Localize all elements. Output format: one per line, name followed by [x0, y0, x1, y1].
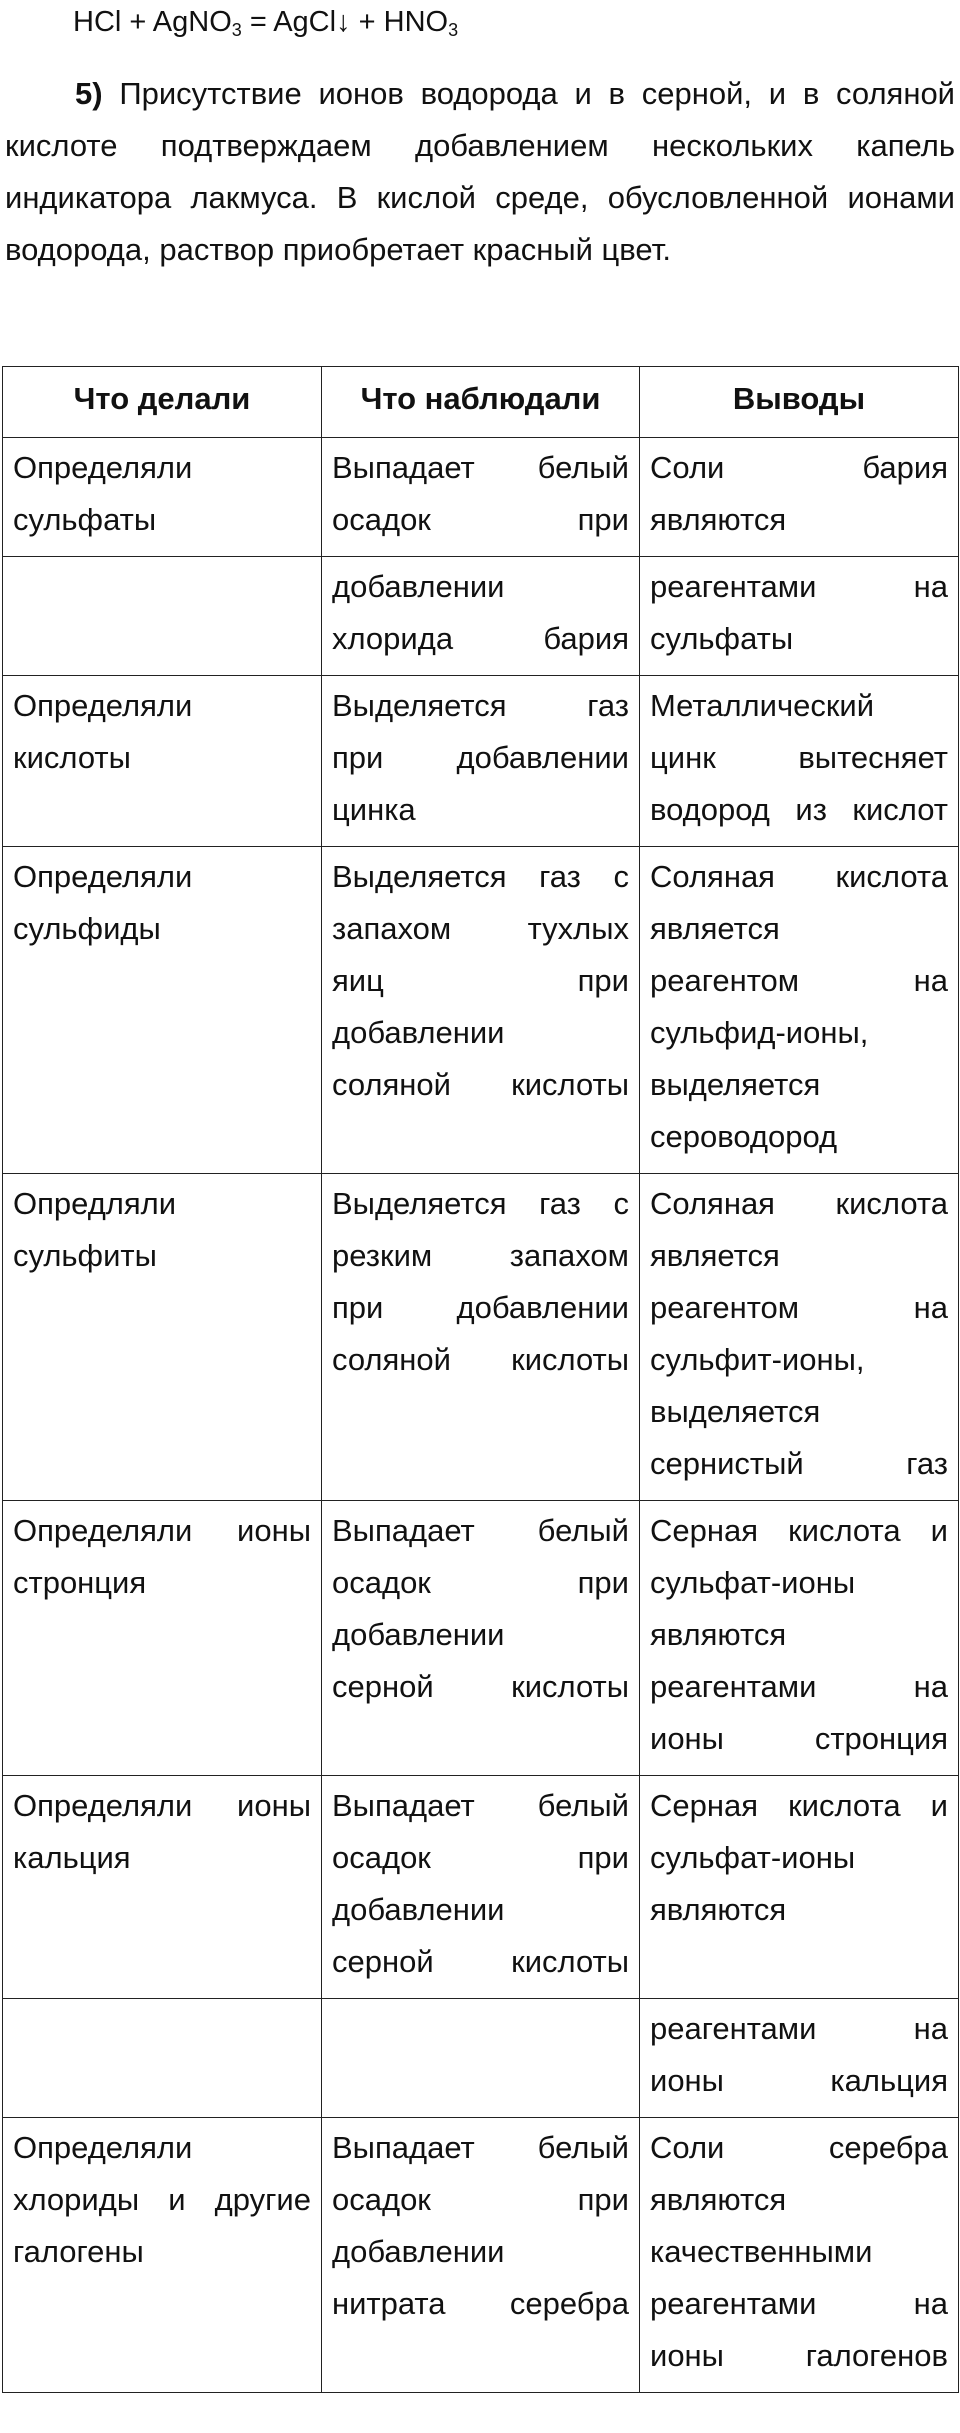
cell-text-line: серной кислоты [332, 1669, 629, 1704]
header-observations: Что наблюдали [322, 367, 640, 438]
cell-text-line: Соли серебра [650, 2130, 948, 2165]
cell-text-line: ионы стронция [650, 1721, 948, 1756]
cell-text-line: является [650, 911, 780, 946]
cell-text-line: серной кислоты [332, 1944, 629, 1979]
cell-text-line: осадок при [332, 2182, 629, 2217]
cell-action [3, 1999, 322, 2118]
cell-text-line: Выделяется газ [332, 688, 629, 723]
cell-text-line: цинк вытесняет [650, 740, 948, 775]
cell-text-line: являются [650, 1892, 787, 1927]
cell-text-line: Соли бария [650, 450, 948, 485]
cell-action [3, 1501, 322, 1776]
cell-text-line: галогены [13, 2234, 144, 2269]
cell-text-line: стронция [13, 1565, 147, 1600]
paragraph-line-4: водорода, раствор приобретает красный цвет. [5, 232, 672, 267]
header-conclusions: Выводы [640, 367, 959, 438]
equation-subscript-2: 3 [448, 20, 459, 40]
cell-text-line: Выпадает белый [332, 2130, 629, 2165]
cell-text-line: осадок при [332, 502, 629, 537]
cell-observation [322, 1776, 640, 1999]
cell-action [3, 2118, 322, 2393]
cell-text-line: добавлении [332, 1892, 505, 1927]
cell-observation [322, 2118, 640, 2393]
cell-action [3, 438, 322, 557]
cell-conclusion [640, 847, 959, 1174]
cell-text-line: соляной кислоты [332, 1342, 629, 1377]
cell-text-line: Определяли ионы [13, 1788, 311, 1823]
cell-conclusion [640, 1174, 959, 1501]
cell-text-line: сероводород [650, 1119, 838, 1154]
cell-text-line: при добавлении [332, 1290, 629, 1325]
cell-text-line: добавлении [332, 1015, 505, 1050]
cell-action [3, 557, 322, 676]
cell-text-line: реагентом на [650, 963, 948, 998]
cell-conclusion [640, 2118, 959, 2393]
cell-text-line: сульфаты [650, 621, 794, 656]
cell-text-line: сульфиды [13, 911, 161, 946]
table-row [3, 847, 959, 1174]
cell-text-line: яиц при [332, 963, 629, 998]
cell-text-line: сульфат-ионы [650, 1565, 856, 1600]
cell-observation [322, 438, 640, 557]
cell-text-line: нитрата серебра [332, 2286, 629, 2321]
cell-text-line: осадок при [332, 1840, 629, 1875]
reaction-equation [73, 2, 458, 42]
cell-text-line: реагентами на [650, 1669, 948, 1704]
cell-text-line: сульфиты [13, 1238, 157, 1273]
cell-observation [322, 557, 640, 676]
cell-text-line: Серная кислота и [650, 1788, 948, 1823]
cell-text-line: Серная кислота и [650, 1513, 948, 1548]
cell-text-line: Металлический [650, 688, 875, 723]
cell-action [3, 676, 322, 847]
cell-action [3, 1776, 322, 1999]
cell-conclusion [640, 1999, 959, 2118]
equation-part-3: + HNO [350, 6, 449, 38]
equation-part-1: HCl + AgNO [73, 6, 232, 38]
cell-text-line: реагентами на [650, 2286, 948, 2321]
cell-text-line: ионы галогенов [650, 2338, 948, 2373]
cell-text-line: являются [650, 1617, 787, 1652]
cell-text-line: Выпадает белый [332, 1788, 629, 1823]
equation-subscript-1: 3 [231, 20, 242, 40]
cell-action [3, 1174, 322, 1501]
cell-text-line: реагентом на [650, 1290, 948, 1325]
cell-text-line: добавлении [332, 1617, 505, 1652]
cell-text-line: добавлении [332, 2234, 505, 2269]
cell-text-line: осадок при [332, 1565, 629, 1600]
cell-text-line: Соляная кислота [650, 859, 948, 894]
table-row [3, 2118, 959, 2393]
cell-text-line: сульфит-ионы, [650, 1342, 865, 1377]
observations-table [2, 366, 959, 2393]
cell-text-line: сульфаты [13, 502, 157, 537]
cell-conclusion [640, 676, 959, 847]
precipitate-arrow: ↓ [336, 6, 351, 38]
conclusion-paragraph [5, 68, 955, 276]
cell-text-line: цинка [332, 792, 416, 827]
cell-text-line: выделяется [650, 1394, 821, 1429]
paragraph-line-1: 5) Присутствие ионов водорода и в серной, и в соляной [75, 76, 955, 111]
cell-conclusion [640, 1776, 959, 1999]
paragraph-number: 5) [75, 76, 103, 111]
cell-conclusion [640, 557, 959, 676]
cell-text-line: являются [650, 502, 787, 537]
cell-text-line: являются [650, 2182, 787, 2217]
cell-text-line: Соляная кислота [650, 1186, 948, 1221]
cell-conclusion [640, 1501, 959, 1776]
cell-text-line: добавлении [332, 569, 505, 604]
table-row [3, 1501, 959, 1776]
table-row [3, 1174, 959, 1501]
cell-observation [322, 847, 640, 1174]
table-row [3, 1776, 959, 1999]
cell-text-line: Определяли [13, 688, 193, 723]
table-row [3, 557, 959, 676]
cell-text-line: качественными [650, 2234, 873, 2269]
cell-text-line: при добавлении [332, 740, 629, 775]
cell-text-line: кальция [13, 1840, 131, 1875]
cell-text-line: Выпадает белый [332, 1513, 629, 1548]
cell-observation [322, 1999, 640, 2118]
table-row [3, 1999, 959, 2118]
cell-action [3, 847, 322, 1174]
cell-text-line: Выделяется газ с [332, 1186, 629, 1221]
cell-text-line: водород из кислот [650, 792, 948, 827]
cell-text-line: хлорида бария [332, 621, 629, 656]
cell-text-line: Выпадает белый [332, 450, 629, 485]
table-body [3, 438, 959, 2393]
cell-text-line: является [650, 1238, 780, 1273]
cell-observation [322, 1174, 640, 1501]
cell-text-line: Определяли [13, 859, 193, 894]
cell-text-line: Выделяется газ с [332, 859, 629, 894]
cell-text-line: запахом тухлых [332, 911, 629, 946]
cell-observation [322, 1501, 640, 1776]
table-row [3, 676, 959, 847]
cell-text-line: хлориды и другие [13, 2182, 311, 2217]
cell-text-line: сульфид-ионы, [650, 1015, 869, 1050]
paragraph-line-3: индикатора лакмуса. В кислой среде, обусловленной ионами [5, 180, 955, 215]
cell-text-line: сернистый газ [650, 1446, 948, 1481]
equation-part-2: = AgCl [241, 6, 337, 38]
cell-text-line: реагентами на [650, 2011, 948, 2046]
header-actions: Что делали [3, 367, 322, 438]
cell-text-line: выделяется [650, 1067, 821, 1102]
cell-text-line: ионы кальция [650, 2063, 948, 2098]
cell-text-line: Определяли ионы [13, 1513, 311, 1548]
cell-conclusion [640, 438, 959, 557]
cell-text-line: кислоты [13, 740, 131, 775]
paragraph-line-2: кислоте подтверждаем добавлением нескольких капель [5, 128, 955, 163]
cell-text-line: резким запахом [332, 1238, 629, 1273]
cell-text-line: Определяли [13, 2130, 193, 2165]
cell-observation [322, 676, 640, 847]
table-row [3, 438, 959, 557]
cell-text-line: Опредляли [13, 1186, 177, 1221]
cell-text-line: Определяли [13, 450, 193, 485]
cell-text-line: реагентами на [650, 569, 948, 604]
cell-text-line: сульфат-ионы [650, 1840, 856, 1875]
cell-text-line: соляной кислоты [332, 1067, 629, 1102]
table-header-row [3, 367, 959, 438]
